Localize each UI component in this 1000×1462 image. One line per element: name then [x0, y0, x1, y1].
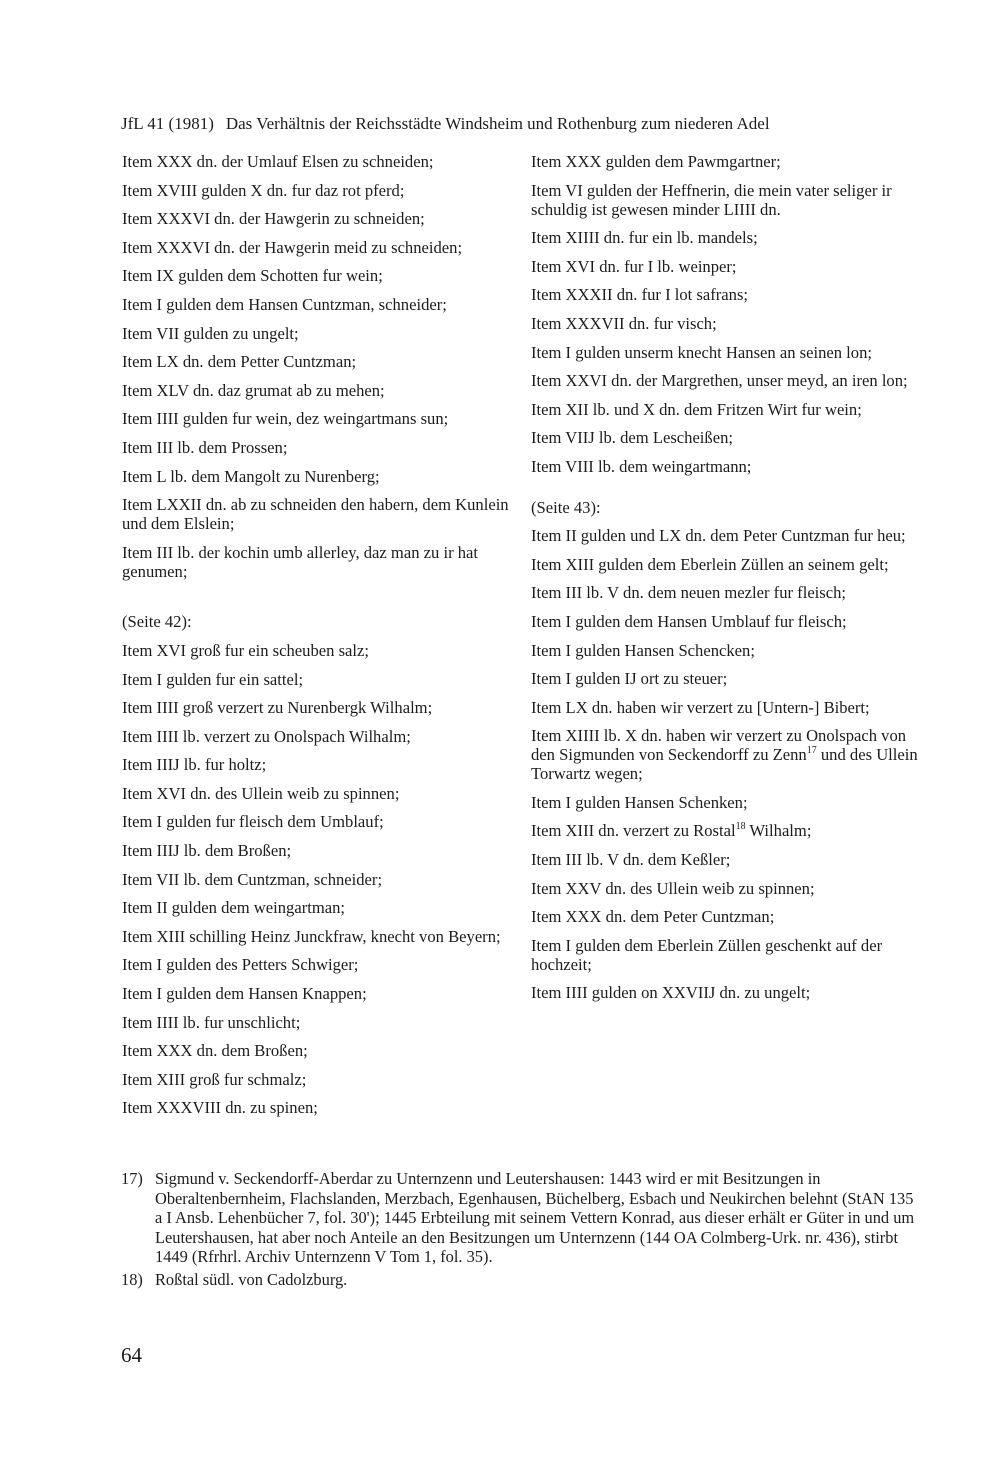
footnote-17: [121, 1169, 916, 1267]
ledger-entry: Item VI gulden der Heffnerin, die mein vater seliger ir schuldig ist gewesen minder LIIII dn.: [531, 180, 892, 219]
ledger-entry: Item LXXII dn. ab zu schneiden den habern, dem Kunlein und dem Elslein;: [122, 495, 509, 534]
ledger-entry: Item XII lb. und X dn. dem Fritzen Wirt fur wein;: [531, 399, 862, 419]
section-label-seite-43: (Seite 43):: [531, 497, 601, 517]
right-column: [531, 152, 931, 1012]
ledger-entry: Item XXX dn. der Umlauf Elsen zu schneiden;: [122, 152, 434, 171]
ledger-entry: Item XIIII dn. fur ein lb. mandels;: [531, 228, 758, 248]
ledger-entry: Item L lb. dem Mangolt zu Nurenberg;: [122, 466, 380, 486]
ledger-entry: Item XXV dn. des Ullein weib zu spinnen;: [531, 878, 815, 898]
ledger-entry: Item XXXVI dn. der Hawgerin zu schneiden;: [122, 209, 425, 229]
ledger-entry: Item VIIJ lb. dem Lescheißen;: [531, 428, 733, 448]
left-entries-bottom: [122, 641, 510, 1118]
ledger-entry: Item LX dn. haben wir verzert zu [Untern-] Bibert;: [531, 697, 870, 717]
footnote-text: Sigmund v. Seckendorff-Aberdar zu Unternzenn und Leutershausen: 1443 wird er mit Besitzungen in Oberaltenbernheim, Flachslanden, Merzbach, Egenhausen, Büchelberg, Esbach und Neukirchen belehnt (StAN 135 a I Ansb. Lehenbücher 7, fol. 30'); 1445 Erbteilung mit seinem Vettern Konrad, aus dieser erhält er Güter in und um Leutershausen, hat aber noch Anteile an den Besitzungen um Unternzenn (144 OA Colmberg-Urk. nr. 436), stirbt 1449 (Rfrhrl. Archiv Unternzenn V Tom 1, fol. 35).: [155, 1169, 915, 1266]
page-number: 64: [121, 1343, 142, 1367]
right-entries-end: [531, 850, 931, 1002]
footnote-ref-18[interactable]: 18: [735, 821, 746, 833]
ledger-entry: Item XIII gulden dem Eberlein Züllen an seinem gelt;: [531, 554, 889, 574]
footnote-18: [121, 1270, 916, 1290]
footnote-number: 18): [121, 1269, 143, 1289]
right-entries-bottom-a: [531, 526, 931, 717]
ledger-entry: Item I gulden fur ein sattel;: [122, 669, 304, 689]
ledger-entry: Item XXXVII dn. fur visch;: [531, 313, 717, 333]
ledger-entry: Item VII lb. dem Cuntzman, schneider;: [122, 869, 383, 889]
ledger-entry: Item XVI groß fur ein scheuben salz;: [122, 640, 369, 660]
left-entries-top: [122, 152, 510, 581]
ledger-entry: Item IIIJ lb. fur holtz;: [122, 755, 267, 775]
ledger-entry: Item XXX gulden dem Pawmgartner;: [531, 152, 781, 171]
footnote-text: Roßtal südl. von Cadolzburg.: [155, 1269, 348, 1289]
ledger-entry: Item I gulden dem Hansen Knappen;: [122, 984, 367, 1004]
ledger-entry: Item IIII gulden on XXVIIJ dn. zu ungelt;: [531, 983, 811, 1003]
ledger-entry: Item VII gulden zu ungelt;: [122, 323, 299, 343]
ledger-entry: Item I gulden dem Hansen Cuntzman, schneider;: [122, 294, 447, 314]
ledger-entry: Item II gulden dem weingartman;: [122, 898, 346, 918]
ledger-entry: Item XLV dn. daz grumat ab zu mehen;: [122, 380, 385, 400]
ledger-entry: Item LX dn. dem Petter Cuntzman;: [122, 352, 357, 372]
ledger-entry: Item I gulden dem Eberlein Züllen geschenkt auf der hochzeit;: [531, 935, 883, 974]
header-title: Das Verhältnis der Reichsstädte Windsheim und Rothenburg zum niederen Adel: [225, 114, 770, 133]
ledger-entry: Item XXVI dn. der Margrethen, unser meyd, an iren lon;: [531, 371, 908, 391]
ledger-entry: Item III lb. V dn. dem Keßler;: [531, 850, 731, 870]
ledger-entry: Item IIII lb. verzert zu Onolspach Wilhalm;: [122, 726, 411, 746]
entry-with-footnote-17: Item XIIII lb. X dn. haben wir verzert zu Onolspach von den Sigmunden von Seckendorff zu Zenn$^{17}$ und des Ullein Torwartz wegen;: [531, 726, 918, 784]
footnote-number: 17): [121, 1169, 143, 1188]
ledger-entry: Item II gulden und LX dn. dem Peter Cuntzman fur heu;: [531, 526, 906, 546]
ledger-entry: Item III lb. der kochin umb allerley, daz man zu ir hat genumen;: [122, 542, 479, 581]
ledger-entry: Item IX gulden dem Schotten fur wein;: [122, 266, 383, 286]
footnotes: [121, 1169, 916, 1292]
ledger-entry: Item III lb. V dn. dem neuen mezler fur fleisch;: [531, 583, 847, 603]
left-column: [122, 152, 510, 1127]
ledger-entry: Item XXX dn. dem Broßen;: [122, 1041, 308, 1061]
entry-hansen-schenken: Item I gulden Hansen Schenken;: [531, 792, 748, 812]
ledger-entry: Item I gulden Hansen Schencken;: [531, 640, 755, 660]
ledger-entry: Item XVI dn. des Ullein weib zu spinnen;: [122, 783, 400, 803]
right-entries-top: [531, 152, 931, 476]
ledger-entry: Item XXX dn. dem Peter Cuntzman;: [531, 907, 775, 927]
ledger-entry: Item I gulden des Petters Schwiger;: [122, 955, 359, 975]
ledger-entry: Item XXXII dn. fur I lot safrans;: [531, 285, 749, 305]
ledger-entry: Item IIII gulden fur wein, dez weingartmans sun;: [122, 409, 449, 429]
entry-with-footnote-18: Item XIII dn. verzert zu Rostal$^{18}$ Wilhalm;: [531, 821, 812, 841]
ledger-entry: Item XIII groß fur schmalz;: [122, 1069, 307, 1089]
footnote-ref-17[interactable]: 17: [806, 745, 817, 757]
ledger-entry: Item IIII lb. fur unschlicht;: [122, 1012, 301, 1032]
section-label-seite-42: (Seite 42):: [122, 612, 192, 632]
ledger-entry: Item III lb. dem Prossen;: [122, 437, 288, 457]
ledger-entry: Item VIII lb. dem weingartmann;: [531, 456, 752, 476]
journal-reference: JfL 41 (1981): [121, 114, 214, 133]
ledger-entry: Item XVI dn. fur I lb. weinper;: [531, 256, 737, 276]
ledger-entry: Item XXXVIII dn. zu spinen;: [122, 1098, 318, 1118]
ledger-entry: Item XXXVI dn. der Hawgerin meid zu schneiden;: [122, 237, 463, 257]
ledger-entry: Item XIII schilling Heinz Junckfraw, knecht von Beyern;: [122, 926, 501, 946]
ledger-entry: Item XVIII gulden X dn. fur daz rot pferd;: [122, 180, 405, 200]
running-header: [121, 112, 921, 136]
ledger-entry: Item I gulden IJ ort zu steuer;: [531, 669, 728, 689]
ledger-entry: Item I gulden unserm knecht Hansen an seinen lon;: [531, 342, 872, 362]
ledger-entry: Item I gulden fur fleisch dem Umblauf;: [122, 812, 384, 832]
ledger-entry: Item IIII groß verzert zu Nurenbergk Wilhalm;: [122, 698, 433, 718]
ledger-entry: Item IIIJ lb. dem Broßen;: [122, 841, 292, 861]
ledger-entry: Item I gulden dem Hansen Umblauf fur fleisch;: [531, 611, 847, 631]
